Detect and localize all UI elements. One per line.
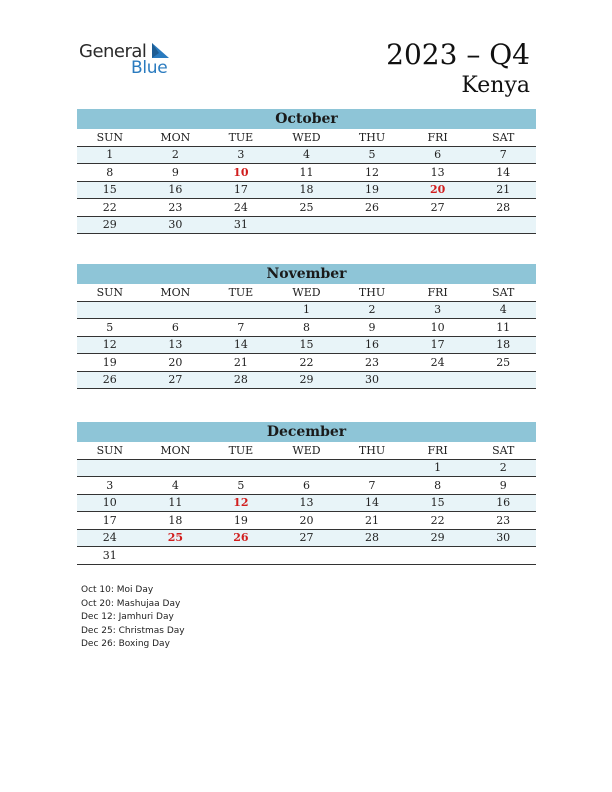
day-cell: 24	[77, 529, 143, 547]
day-cell: 3	[77, 477, 143, 495]
day-cell: 12	[339, 164, 405, 182]
weekday-label: MON	[143, 442, 209, 459]
day-cell: 27	[405, 199, 471, 217]
day-cell: 11	[274, 164, 340, 182]
day-cell: 16	[143, 181, 209, 199]
day-cell: 16	[339, 336, 405, 354]
weekday-label: SAT	[470, 442, 536, 459]
week-row	[77, 146, 536, 164]
day-cell: 18	[470, 336, 536, 354]
day-cell: 6	[143, 319, 209, 337]
day-cell: 13	[274, 494, 340, 512]
empty-cell	[77, 459, 143, 477]
weekday-label: FRI	[405, 129, 471, 146]
day-cell: 8	[274, 319, 340, 337]
day-cell: 20	[274, 512, 340, 530]
day-cell: 23	[143, 199, 209, 217]
day-cell: 15	[77, 181, 143, 199]
day-cell: 19	[339, 181, 405, 199]
day-cell: 21	[470, 181, 536, 199]
weekday-header-row	[77, 442, 536, 459]
day-cell: 17	[77, 512, 143, 530]
day-cell: 2	[143, 146, 209, 164]
week-row	[77, 216, 536, 234]
day-cell: 31	[77, 547, 143, 565]
empty-cell	[405, 371, 471, 389]
day-cell: 25	[274, 199, 340, 217]
week-row	[77, 494, 536, 512]
week-row	[77, 459, 536, 477]
day-cell: 2	[339, 301, 405, 319]
empty-cell	[339, 459, 405, 477]
day-cell: 7	[470, 146, 536, 164]
week-row	[77, 354, 536, 372]
empty-cell	[208, 459, 274, 477]
day-cell: 21	[339, 512, 405, 530]
holiday-day-cell: 12	[208, 494, 274, 512]
week-row	[77, 547, 536, 565]
weekday-label: WED	[274, 129, 340, 146]
day-cell: 1	[405, 459, 471, 477]
day-cell: 2	[470, 459, 536, 477]
holiday-item: Dec 12: Jamhuri Day	[81, 612, 174, 622]
day-cell: 14	[208, 336, 274, 354]
day-cell: 22	[405, 512, 471, 530]
day-cell: 1	[274, 301, 340, 319]
weekday-label: FRI	[405, 284, 471, 301]
day-cell: 12	[77, 336, 143, 354]
day-cell: 29	[274, 371, 340, 389]
day-cell: 16	[470, 494, 536, 512]
empty-cell	[143, 547, 209, 565]
day-cell: 22	[77, 199, 143, 217]
day-cell: 24	[405, 354, 471, 372]
day-cell: 27	[274, 529, 340, 547]
month-title: December	[77, 422, 536, 442]
empty-cell	[339, 216, 405, 234]
week-row	[77, 319, 536, 337]
month-title: October	[77, 109, 536, 129]
day-cell: 5	[77, 319, 143, 337]
day-cell: 29	[77, 216, 143, 234]
day-cell: 29	[405, 529, 471, 547]
empty-cell	[339, 547, 405, 565]
weekday-label: TUE	[208, 284, 274, 301]
weekday-label: TUE	[208, 129, 274, 146]
day-cell: 22	[274, 354, 340, 372]
day-cell: 9	[339, 319, 405, 337]
week-row	[77, 477, 536, 495]
day-cell: 26	[77, 371, 143, 389]
day-cell: 11	[143, 494, 209, 512]
weekday-label: THU	[339, 284, 405, 301]
logo-triangle-icon	[150, 43, 170, 59]
day-cell: 24	[208, 199, 274, 217]
day-cell: 15	[274, 336, 340, 354]
empty-cell	[470, 216, 536, 234]
holiday-item: Dec 26: Boxing Day	[81, 639, 170, 649]
weekday-label: TUE	[208, 442, 274, 459]
day-cell: 9	[143, 164, 209, 182]
weekday-header-row	[77, 284, 536, 301]
holiday-item: Oct 20: Mashujaa Day	[81, 598, 181, 609]
month-november	[77, 264, 536, 389]
holiday-day-cell: 10	[208, 164, 274, 182]
day-cell: 8	[77, 164, 143, 182]
month-grid	[77, 284, 536, 389]
day-cell: 14	[339, 494, 405, 512]
page-title: 2023 – Q4	[386, 38, 530, 71]
month-title: November	[77, 264, 536, 284]
day-cell: 10	[77, 494, 143, 512]
day-cell: 10	[405, 319, 471, 337]
week-row	[77, 164, 536, 182]
month-october	[77, 109, 536, 234]
week-row	[77, 336, 536, 354]
week-row	[77, 512, 536, 530]
day-cell: 3	[208, 146, 274, 164]
day-cell: 4	[143, 477, 209, 495]
day-cell: 5	[208, 477, 274, 495]
day-cell: 28	[339, 529, 405, 547]
week-row	[77, 529, 536, 547]
empty-cell	[208, 547, 274, 565]
weekday-label: THU	[339, 442, 405, 459]
month-december	[77, 422, 536, 565]
week-row	[77, 199, 536, 217]
empty-cell	[274, 459, 340, 477]
day-cell: 15	[405, 494, 471, 512]
day-cell: 17	[208, 181, 274, 199]
day-cell: 3	[405, 301, 471, 319]
day-cell: 18	[274, 181, 340, 199]
weekday-label: SAT	[470, 129, 536, 146]
day-cell: 1	[77, 146, 143, 164]
weekday-label: SAT	[470, 284, 536, 301]
day-cell: 28	[470, 199, 536, 217]
logo	[79, 41, 179, 81]
holiday-day-cell: 20	[405, 181, 471, 199]
weekday-label: SUN	[77, 442, 143, 459]
day-cell: 27	[143, 371, 209, 389]
day-cell: 6	[274, 477, 340, 495]
holiday-item: Oct 10: Moi Day	[81, 585, 154, 595]
weekday-label: SUN	[77, 129, 143, 146]
weekday-label: FRI	[405, 442, 471, 459]
day-cell: 20	[143, 354, 209, 372]
month-grid	[77, 129, 536, 234]
weekday-label: WED	[274, 442, 340, 459]
day-cell: 31	[208, 216, 274, 234]
day-cell: 28	[208, 371, 274, 389]
day-cell: 13	[143, 336, 209, 354]
logo-text-general: General	[79, 41, 147, 62]
week-row	[77, 301, 536, 319]
empty-cell	[274, 216, 340, 234]
weekday-label: WED	[274, 284, 340, 301]
day-cell: 19	[208, 512, 274, 530]
holiday-list	[81, 584, 185, 652]
empty-cell	[77, 301, 143, 319]
empty-cell	[143, 459, 209, 477]
empty-cell	[470, 371, 536, 389]
weekday-label: THU	[339, 129, 405, 146]
day-cell: 30	[143, 216, 209, 234]
day-cell: 4	[470, 301, 536, 319]
weekday-label: SUN	[77, 284, 143, 301]
day-cell: 9	[470, 477, 536, 495]
weekday-label: MON	[143, 129, 209, 146]
day-cell: 30	[470, 529, 536, 547]
day-cell: 26	[339, 199, 405, 217]
country-name: Kenya	[461, 73, 530, 98]
day-cell: 14	[470, 164, 536, 182]
day-cell: 23	[339, 354, 405, 372]
week-row	[77, 371, 536, 389]
day-cell: 13	[405, 164, 471, 182]
logo-text-blue: Blue	[131, 58, 168, 78]
day-cell: 25	[470, 354, 536, 372]
week-row	[77, 181, 536, 199]
day-cell: 11	[470, 319, 536, 337]
holiday-day-cell: 26	[208, 529, 274, 547]
day-cell: 17	[405, 336, 471, 354]
day-cell: 7	[339, 477, 405, 495]
day-cell: 6	[405, 146, 471, 164]
month-grid	[77, 442, 536, 565]
empty-cell	[208, 301, 274, 319]
day-cell: 18	[143, 512, 209, 530]
weekday-label: MON	[143, 284, 209, 301]
holiday-day-cell: 25	[143, 529, 209, 547]
holiday-item: Dec 25: Christmas Day	[81, 625, 185, 636]
weekday-header-row	[77, 129, 536, 146]
day-cell: 8	[405, 477, 471, 495]
day-cell: 7	[208, 319, 274, 337]
empty-cell	[274, 547, 340, 565]
day-cell: 30	[339, 371, 405, 389]
empty-cell	[143, 301, 209, 319]
day-cell: 21	[208, 354, 274, 372]
empty-cell	[405, 216, 471, 234]
empty-cell	[470, 547, 536, 565]
day-cell: 5	[339, 146, 405, 164]
day-cell: 19	[77, 354, 143, 372]
day-cell: 23	[470, 512, 536, 530]
empty-cell	[405, 547, 471, 565]
day-cell: 4	[274, 146, 340, 164]
